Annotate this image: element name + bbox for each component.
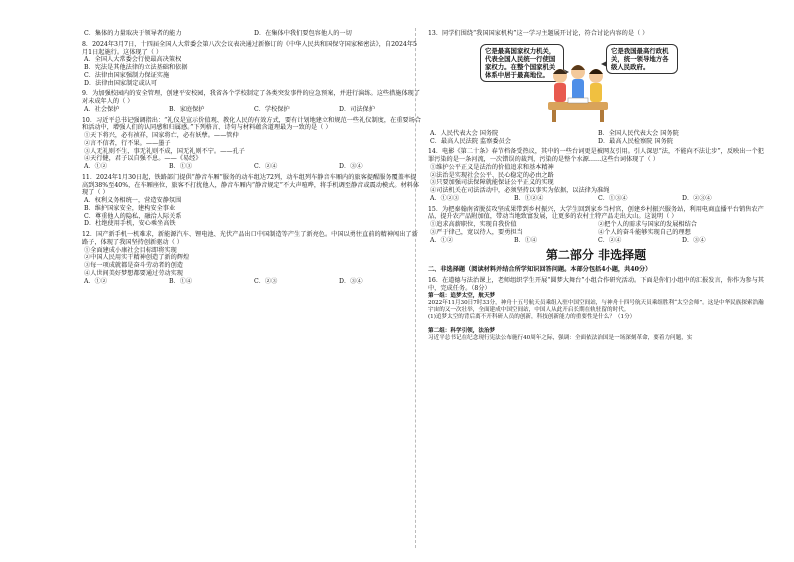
statement-2: ②把个人的需求与国家的发展相结合 — [598, 221, 697, 228]
question-stem: 10．习近平总书记强调指出：“礼仪是宣示价值观、教化人民的有效方式，要有计划地建立和规范一些礼仪制度，在重要场合和活动中，增强人们的认同感和归属感。”下列格言、诗句与材料蕴含道理最为一致的是（ ） — [82, 116, 421, 132]
option-b[interactable]: B．全国人民代表大会 国务院 — [598, 129, 679, 137]
option-b[interactable]: B．①④ — [169, 277, 193, 285]
question-stem: 16．在道德与法治课上，老师组织学生开展“圆梦大舞台”小组合作研究活动。下面是你们小组中的汇报发言，你作为参与其中，完成任务。（8分） — [428, 277, 764, 292]
question-11 — [82, 174, 422, 228]
question-15 — [428, 206, 764, 245]
statement-2: ②言不信者，行不果。——墨子 — [84, 139, 171, 147]
option-c[interactable]: C．集体的力量取决于领导者的能力 — [84, 30, 182, 37]
option-d[interactable]: D．③④ — [339, 163, 363, 170]
statement-3: ③每一项成就都是奋斗劳动者的创造 — [84, 262, 183, 269]
left-column — [82, 30, 422, 288]
question-9 — [82, 90, 422, 113]
option-c[interactable]: C．尊重他人的隐私，融洽人际关系 — [84, 212, 182, 220]
discussion-illustration — [428, 40, 764, 126]
option-b[interactable]: B．①④ — [514, 236, 538, 244]
option-d[interactable]: D．法律由国家制定或认可 — [84, 79, 158, 87]
option-c[interactable]: C．学校保护 — [254, 105, 290, 113]
statement-4: ④天行健，君子以自强不息。——《易经》 — [84, 155, 202, 163]
question-13 — [428, 30, 764, 145]
group-2-label: 第二组：科学引领，法治梦 — [428, 327, 496, 334]
option-c[interactable]: C．法律由国家强制力保证实施 — [84, 71, 170, 79]
option-c[interactable]: C．②④ — [598, 236, 622, 244]
statement-4: ④个人的奋斗能够实现自己的理想 — [598, 228, 691, 236]
question-14 — [428, 148, 764, 202]
material-paragraph-1: 2022年11月30日7时33分，神舟十五号航天员乘组入驻中国空间站，与神舟十四号航天员乘组胜利“太空会师”。这是中华民族探索浩瀚宇宙的又一次壮举，全面建成中国空间站，中国人从此开启长期在轨驻留的时代。 — [428, 299, 764, 314]
option-d[interactable]: D．③④ — [339, 277, 363, 285]
statement-4: ④人世间美好梦想都要通过劳动实现 — [84, 269, 183, 277]
question-8 — [82, 41, 422, 88]
question-stem: 14．电影《第二十条》春节档备受热议，其中的一些台词更是被网友引用。引人深思“法，不能向不法让步”，反映出一个犯罪污染的是一条河流，一次错误的裁判，污染的是整个水源……这些台词体现了（ ） — [428, 148, 764, 163]
option-b[interactable]: B．宪法是其他法律的立法基础和依据 — [84, 64, 188, 71]
option-d[interactable]: D．杜绝使用手机，安心乘坐高铁 — [84, 220, 176, 228]
option-b[interactable]: B．家庭保护 — [169, 105, 205, 113]
option-d[interactable]: D．最高人民检察院 国务院 — [598, 137, 673, 145]
option-a[interactable]: A．①② — [84, 277, 108, 285]
statement-3: ③只要加强司法保障就能保证公平正义的实现 — [430, 179, 554, 187]
statement-3: ③严于律己，宽以待人，要勇担当 — [430, 228, 523, 236]
question-stem: 15．为把秦翰南省脱贫攻坚成果带到乡村振兴，大学生回到家乡当村官，创建乡村振兴服务站，利用电商直播平台销售农产品，提升农产品附加值，带动当地致富发展，让更多的农村土特产品走出大山。这说明（ ） — [428, 205, 764, 221]
statement-4: ④司法机关在司法活动中，必须坚持以事实为依据，以法律为准绳 — [430, 187, 610, 194]
option-a[interactable]: A．①② — [430, 236, 454, 244]
question-12 — [82, 231, 422, 285]
question-10 — [82, 117, 422, 171]
option-a[interactable]: A．全国人大常委会行使最高决策权 — [84, 56, 182, 64]
option-a[interactable]: A．权利义务相统一，营造安静氛围 — [84, 197, 182, 204]
question-stem: 8．2024年3月7日，十四届全国人大常委会第八次会议表决通过新修订的《中华人民共和国保守国家秘密法》，自2024年5月1日起施行。这体现了（ ） — [82, 40, 417, 56]
option-d[interactable]: D．②③④ — [682, 194, 712, 202]
option-a[interactable]: A．①②③ — [430, 194, 460, 202]
speech-bubble-right: 它是我国最高行政机关，统一领导地方各级人民政府。 — [606, 44, 678, 74]
option-c[interactable]: C．②④ — [254, 163, 278, 170]
statement-1: ①天下将兴，必有祯祥，国家将亡，必有妖孽。——管仲 — [84, 132, 239, 139]
question-stem: 11．2024年1月30日起，铁路部门提供“静音车厢”服务的动车组达72列，动车组列车静音车厢内的旅客提醒服务覆盖率提高到38%至40%，在车厢座位，旅客不打扰他人，静音车厢内“静音规定”不大声喧哗，将手机调至静音或震动模式。材料体现了（ ） — [82, 173, 420, 197]
question-7-tail — [82, 30, 422, 38]
statement-1: ①全面建成小康社会目标即将实现 — [84, 246, 177, 254]
option-a[interactable]: A．社会保护 — [84, 105, 120, 113]
question-16 — [428, 277, 764, 342]
statement-1: ①追求高薪职位，实现自我价值 — [430, 221, 517, 228]
question-stem: 13．同学们围绕“我国国家机构”这一学习主题展开讨论，符合讨论内容的是（ ） — [428, 30, 649, 37]
option-d[interactable]: D．司法保护 — [339, 105, 375, 113]
option-c[interactable]: C．最高人民法院 监察委员会 — [430, 137, 511, 145]
part-two-heading: 二、非选择题（阅读材料并结合所学知识回答问题。本部分包括4小题，共40分） — [428, 266, 652, 274]
option-b[interactable]: B．维护国家安全，建构安全事业 — [84, 204, 176, 212]
statement-2: ②中国人民用实干精神创造了新的辉煌 — [84, 254, 190, 262]
statement-3: ③人无礼则不生，事无礼则不成，国无礼则不宁。——孔子 — [84, 147, 245, 155]
speech-bubble-left: 它是最高国家权力机关，代表全国人民统一行使国家权力。在整个国家机关体系中居于最高地位。 — [480, 44, 564, 82]
statement-2: ②法治是实现社会公平、民心稳定的必由之路 — [430, 171, 554, 179]
option-d[interactable]: D．③④ — [682, 236, 706, 244]
statement-1: ①维护公平正义是法治的价值追求和基本精神 — [430, 163, 554, 171]
right-column — [428, 30, 764, 345]
question-stem: 12．国产新手机一机难求，新能源汽车、锂电池、光伏产品出口中国制造等产生了新亮色。中国以勇往直前的精神闯出了新路子，体现了我国坚持创新驱动（ ） — [82, 231, 418, 246]
option-b[interactable]: B．①②④ — [514, 194, 544, 202]
group-1-label: 第一组：追梦太空，航天梦 — [428, 292, 496, 299]
part-two-title: 第二部分 非选择题 — [545, 248, 647, 263]
option-d[interactable]: D．在集体中我们要包容他人的一切 — [254, 30, 352, 37]
option-c[interactable]: C．②③ — [254, 277, 278, 285]
option-b[interactable]: B．①③ — [169, 163, 193, 170]
question-stem: 9．为加强校园内的安全管理，创建平安校园，我省各个学校制定了各类突发事件的应急预案，并进行演练。这些措施体现了对未成年人的（ ） — [82, 90, 421, 105]
sub-question-1[interactable]: (1)追梦太空的背后离不开科研人员的创新，科技创新能力的重要性是什么？（1分） — [428, 314, 636, 321]
material-paragraph-2: 习近平总书记在纪念现行宪法公布施行40周年之际，强调：全面依法治国是一场深刻革命，要着力问题，实 — [428, 334, 693, 341]
option-a[interactable]: A．人民代表大会 国务院 — [430, 129, 499, 137]
option-c[interactable]: C．①③④ — [598, 194, 628, 202]
option-a[interactable]: A．①② — [84, 163, 108, 170]
students-at-table-icon — [546, 58, 610, 124]
